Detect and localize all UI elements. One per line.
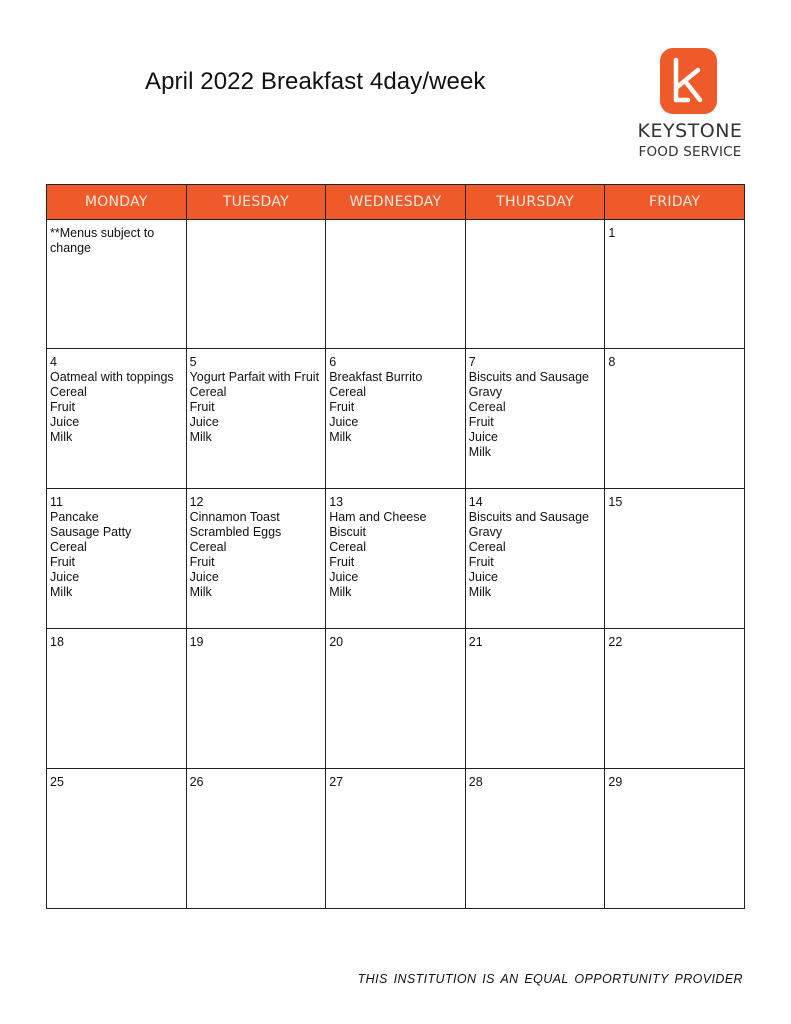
weekday-header: FRIDAY: [605, 185, 745, 220]
menu-item: Cereal: [189, 540, 227, 554]
day-cell: [47, 769, 187, 909]
menu-calendar: [46, 184, 745, 909]
menu-item: Milk: [189, 585, 212, 599]
day-cell: [186, 349, 326, 489]
page-title: April 2022 Breakfast 4day/week: [145, 68, 486, 95]
weekday-header: TUESDAY: [186, 185, 326, 220]
menu-item: Milk: [468, 585, 491, 599]
menu-item: Scrambled Eggs: [189, 525, 282, 539]
day-cell: [605, 769, 745, 909]
logo-k-icon: [660, 48, 717, 114]
menu-item: Sausage Patty: [50, 525, 132, 539]
day-cell: [326, 629, 466, 769]
day-cell: [465, 629, 605, 769]
week-row: [47, 220, 745, 349]
menu-item: Ham and Cheese Biscuit: [329, 510, 427, 539]
menu-item: Milk: [50, 430, 73, 444]
menu-item: Oatmeal with toppings: [50, 370, 174, 384]
menu-item: Breakfast Burrito: [329, 370, 423, 384]
day-cell: [465, 489, 605, 629]
menu-item: Juice: [329, 415, 359, 429]
menu-note: **Menus subject to change: [50, 226, 155, 255]
menu-item: Juice: [50, 415, 80, 429]
week-row: [47, 629, 745, 769]
logo-brand-name: KEYSTONE: [637, 120, 743, 142]
day-number: 6: [329, 355, 337, 369]
menu-item: Yogurt Parfait with Fruit: [189, 370, 320, 384]
weekday-header: THURSDAY: [465, 185, 605, 220]
day-cell: [47, 489, 187, 629]
menu-item: Cereal: [189, 385, 227, 399]
menu-item: Cereal: [50, 540, 87, 554]
day-cell: [465, 349, 605, 489]
menu-item: Milk: [468, 445, 491, 459]
day-number: 11: [50, 495, 63, 509]
day-number: 19: [189, 635, 204, 649]
logo-brand-subtitle: FOOD SERVICE: [638, 144, 742, 160]
menu-item: Milk: [329, 585, 352, 599]
day-cell: [186, 769, 326, 909]
menu-item: Juice: [468, 570, 498, 584]
day-number: 21: [468, 635, 483, 649]
day-cell: [186, 220, 326, 349]
day-number: 25: [50, 775, 64, 789]
day-cell: [326, 220, 466, 349]
day-number: 27: [329, 775, 344, 789]
day-cell: [186, 489, 326, 629]
day-number: 20: [329, 635, 344, 649]
day-cell: [326, 769, 466, 909]
week-row: [47, 489, 745, 629]
menu-item: Cinnamon Toast: [189, 510, 280, 524]
menu-item: Milk: [329, 430, 352, 444]
menu-item: Cereal: [329, 540, 367, 554]
day-cell: [605, 220, 745, 349]
day-number: 28: [468, 775, 483, 789]
equal-opportunity-footer: THIS INSTITUTION IS AN EQUAL OPPORTUNITY PROVIDER: [357, 972, 743, 986]
menu-item: Milk: [50, 585, 73, 599]
day-cell: [465, 220, 605, 349]
day-cell: [465, 769, 605, 909]
menu-item: Fruit: [50, 555, 75, 569]
day-number: 1: [608, 226, 616, 240]
day-number: 13: [329, 495, 344, 509]
menu-item: Biscuits and Sausage Gravy: [468, 510, 589, 539]
day-number: 5: [189, 355, 197, 369]
weekday-header: MONDAY: [47, 185, 187, 220]
menu-item: Milk: [189, 430, 212, 444]
menu-item: Juice: [329, 570, 359, 584]
keystone-logo: [620, 48, 760, 163]
day-cell: [605, 629, 745, 769]
day-cell: [186, 629, 326, 769]
day-cell: [326, 489, 466, 629]
week-row: [47, 769, 745, 909]
menu-item: Juice: [50, 570, 80, 584]
day-number: 14: [468, 495, 483, 509]
day-cell: [326, 349, 466, 489]
day-number: 26: [189, 775, 204, 789]
day-cell: [605, 489, 745, 629]
day-number: 29: [608, 775, 623, 789]
menu-item: Juice: [189, 570, 219, 584]
day-number: 18: [50, 635, 64, 649]
day-number: 4: [50, 355, 57, 369]
day-cell: [47, 349, 187, 489]
weekday-header: WEDNESDAY: [326, 185, 466, 220]
menu-item: Biscuits and Sausage Gravy: [468, 370, 589, 399]
menu-item: Fruit: [468, 555, 494, 569]
menu-item: Cereal: [468, 540, 506, 554]
menu-item: Juice: [189, 415, 219, 429]
day-number: 8: [608, 355, 616, 369]
day-number: 12: [189, 495, 204, 509]
day-cell: [47, 629, 187, 769]
menu-item: Fruit: [468, 415, 494, 429]
menu-item: Cereal: [329, 385, 367, 399]
day-number: 22: [608, 635, 623, 649]
menu-item: Fruit: [189, 555, 215, 569]
day-number: 15: [608, 495, 623, 509]
day-cell: [605, 349, 745, 489]
day-cell: [47, 220, 187, 349]
menu-item: Fruit: [329, 400, 355, 414]
week-row: [47, 349, 745, 489]
weekday-header-row: [47, 185, 745, 220]
menu-item: Fruit: [50, 400, 75, 414]
menu-item: Cereal: [468, 400, 506, 414]
day-number: 7: [468, 355, 476, 369]
menu-item: Fruit: [329, 555, 355, 569]
menu-item: Juice: [468, 430, 498, 444]
menu-item: Cereal: [50, 385, 87, 399]
menu-item: Pancake: [50, 510, 99, 524]
menu-item: Fruit: [189, 400, 215, 414]
